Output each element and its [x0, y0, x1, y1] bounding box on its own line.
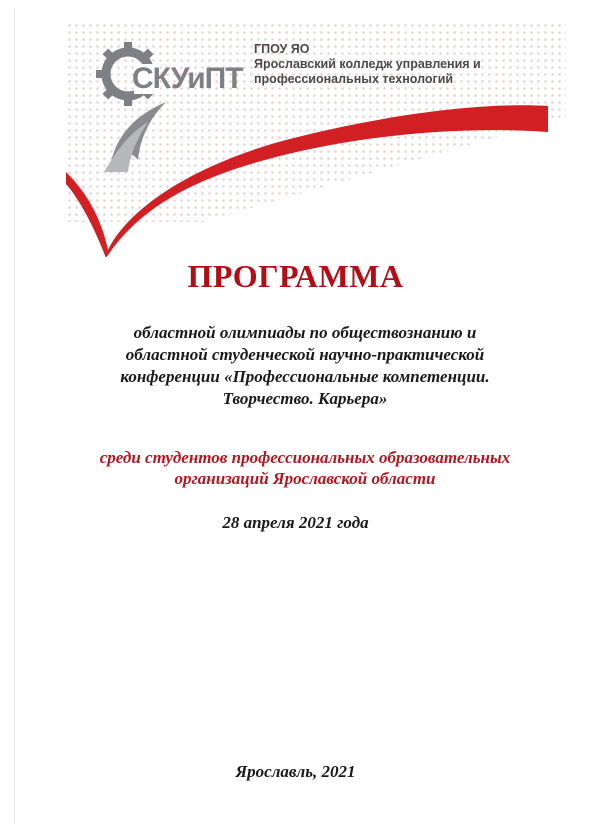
page-edge-line: [14, 8, 15, 824]
audience-text: [40, 447, 570, 489]
org-line: Ярославский колледж управления и: [254, 57, 481, 71]
description-line: областной студенческой научно-практической: [125, 345, 485, 364]
org-line: ГПОУ ЯО: [254, 42, 310, 56]
description-line: конференции «Профессиональные компетенции.: [120, 367, 490, 386]
organization-name: [254, 42, 564, 87]
event-date: 28 апреля 2021 года: [222, 513, 369, 532]
event-description: [40, 322, 570, 410]
city-year: Ярославль, 2021: [235, 762, 356, 781]
document-title: ПРОГРАММА: [187, 258, 404, 294]
audience-line: организаций Ярославской области: [174, 469, 436, 488]
audience-line: среди студентов профессиональных образовательных: [99, 448, 511, 467]
description-line: областной олимпиады по обществознанию и: [133, 323, 477, 342]
description-line: Творчество. Карьера»: [222, 389, 388, 408]
logo-text: СКУиПТ: [132, 62, 243, 95]
header-banner: [66, 22, 566, 257]
org-line: профессиональных технологий: [254, 72, 454, 86]
